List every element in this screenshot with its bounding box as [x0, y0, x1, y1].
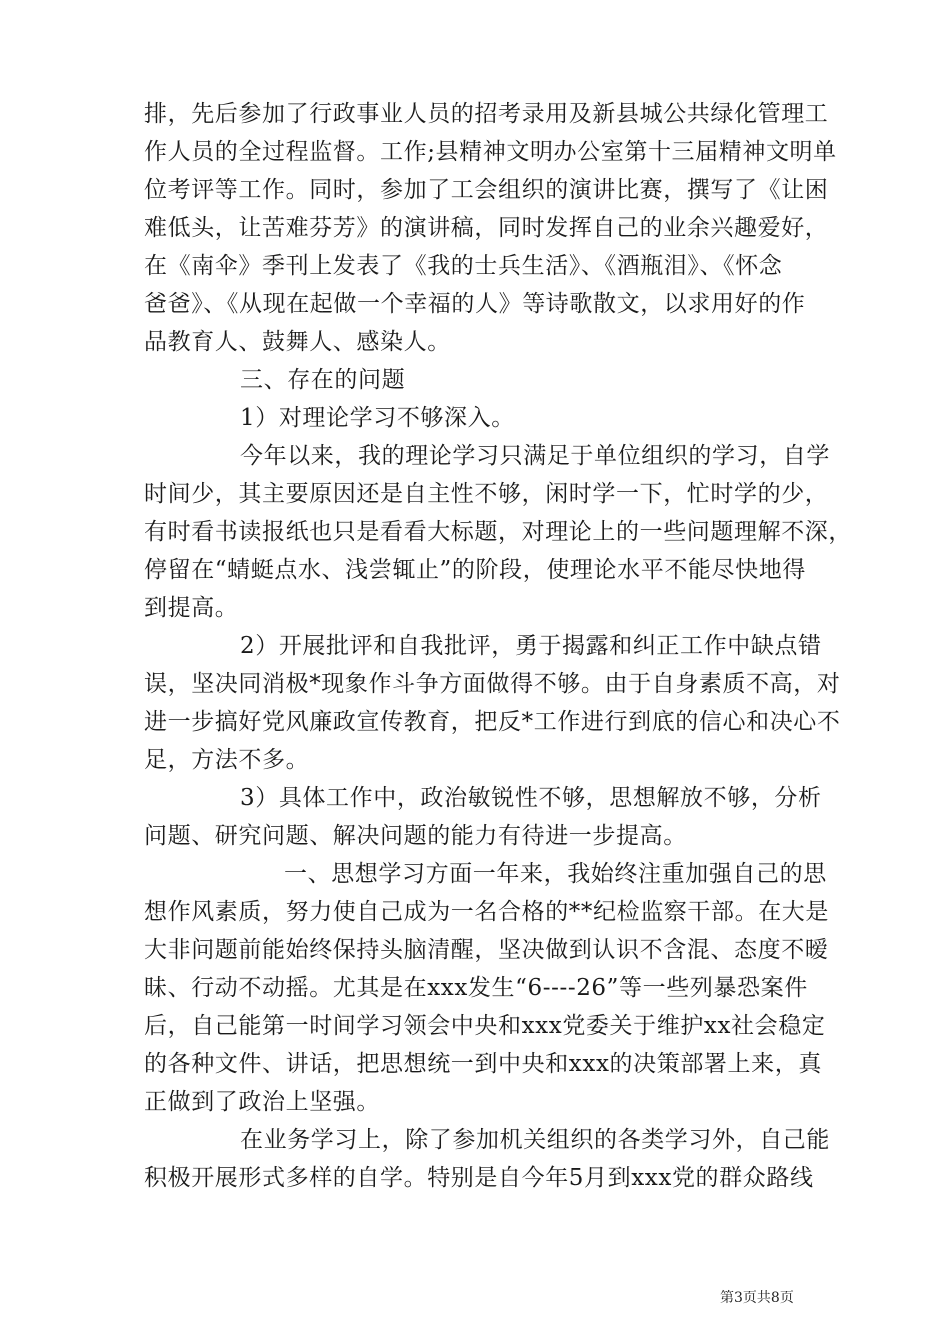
subsection-heading: 1）对理论学习不够深入。 [240, 405, 515, 431]
text-line: 大非问题前能始终保持头脑清醒，坚决做到认识不含混、态度不暧 [144, 937, 829, 963]
text-line: 到提高。 [144, 595, 239, 621]
text-line: 位考评等工作。同时，参加了工会组织的演讲比赛，撰写了《让困 [144, 177, 829, 203]
text-line: 今年以来，我的理论学习只满足于单位组织的学习，自学 [240, 443, 830, 469]
text-line: 昧、行动不动摇。尤其是在xxx发生“6----26”等一些列暴恐案件 [144, 975, 808, 1001]
text-line: 后，自己能第一时间学习领会中央和xxx党委关于维护xx社会稳定 [144, 1013, 826, 1039]
text-line: 在《南伞》季刊上发表了《我的士兵生活》、《酒瓶泪》、《怀念 [144, 253, 783, 279]
text-line: 一、思想学习方面一年来，我始终注重加强自己的思 [284, 861, 827, 887]
text-line: 想作风素质，努力使自己成为一名合格的**纪检监察干部。在大是 [144, 899, 829, 925]
text-line: 2）开展批评和自我批评，勇于揭露和纠正工作中缺点错 [240, 633, 822, 659]
page-number: 第3页共8页 [720, 1290, 794, 1306]
text-line: 爸爸》、《从现在起做一个幸福的人》等诗歌散文，以求用好的作 [144, 291, 806, 317]
text-line: 品教育人、鼓舞人、感染人。 [144, 329, 451, 355]
text-line: 在业务学习上，除了参加机关组织的各类学习外，自己能 [240, 1127, 830, 1153]
text-line: 正做到了政治上坚强。 [144, 1089, 380, 1115]
text-line: 时间少，其主要原因还是自主性不够，闲时学一下，忙时学的少， [144, 481, 829, 507]
text-line: 3）具体工作中，政治敏锐性不够，思想解放不够，分析 [240, 785, 822, 811]
text-line: 进一步搞好党风廉政宣传教育，把反*工作进行到底的信心和决心不 [144, 709, 841, 735]
section-heading: 三、存在的问题 [240, 367, 406, 393]
text-line: 有时看书读报纸也只是看看大标题，对理论上的一些问题理解不深， [144, 519, 852, 545]
text-line: 积极开展形式多样的自学。特别是自今年5月到xxx党的群众路线 [144, 1165, 814, 1191]
text-line: 难低头，让苦难芬芳》的演讲稿，同时发挥自己的业余兴趣爱好， [144, 215, 829, 241]
text-line: 作人员的全过程监督。工作;县精神文明办公室第十三届精神文明单 [144, 139, 837, 165]
text-line: 停留在“蜻蜓点水、浅尝辄止”的阶段，使理论水平不能尽快地得 [144, 557, 806, 583]
text-line: 足，方法不多。 [144, 747, 310, 773]
text-line: 误，坚决同消极*现象作斗争方面做得不够。由于自身素质不高，对 [144, 671, 841, 697]
text-line: 排，先后参加了行政事业人员的招考录用及新县城公共绿化管理工 [144, 101, 829, 127]
text-line: 的各种文件、讲话，把思想统一到中央和xxx的决策部署上来，真 [144, 1051, 822, 1077]
text-line: 问题、研究问题、解决问题的能力有待进一步提高。 [144, 823, 687, 849]
